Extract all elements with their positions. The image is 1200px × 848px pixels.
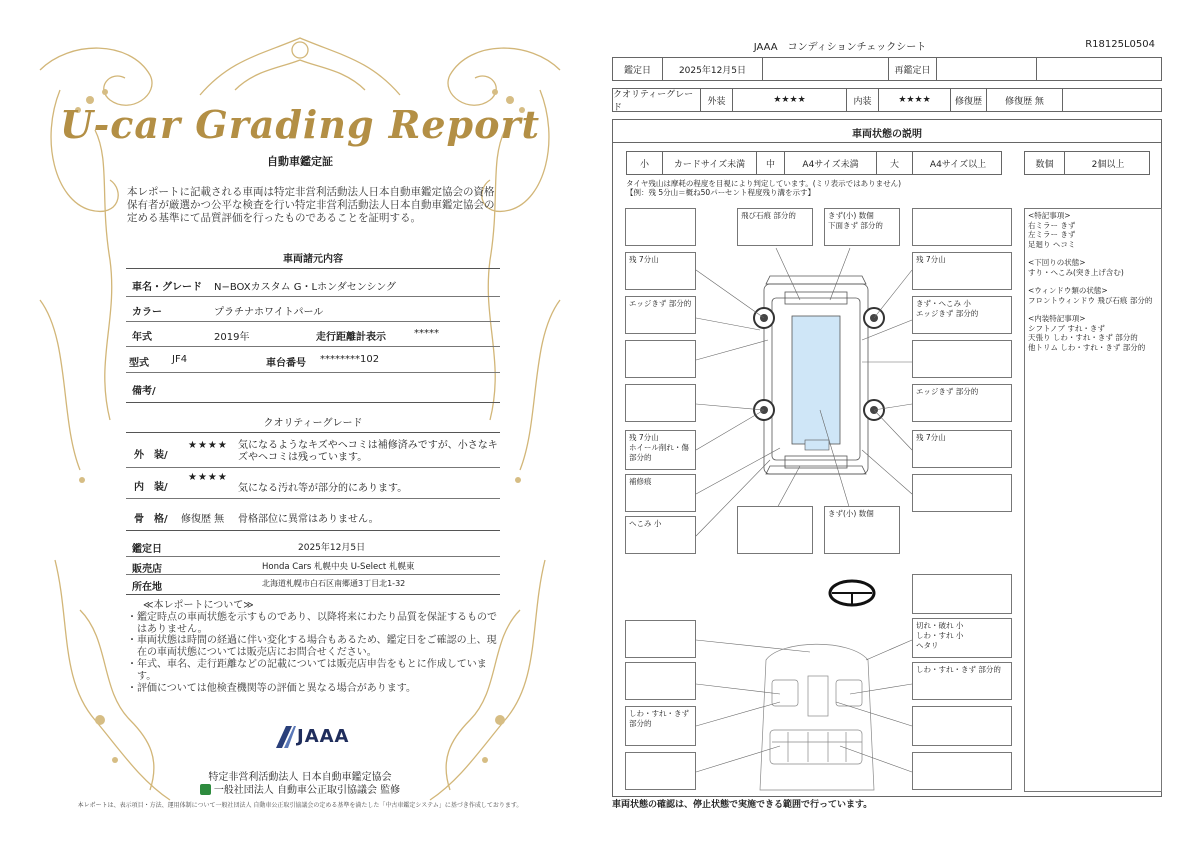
grade-label: クオリティーグレード	[613, 89, 701, 111]
divider	[126, 574, 500, 575]
damage-box: きず(小) 数個	[824, 506, 900, 554]
interior-box: しわ・すれ・きず 部分的	[625, 706, 696, 746]
damage-box: きず・へこみ 小 エッジきず 部分的	[912, 296, 1012, 334]
glass-area	[792, 316, 840, 444]
exterior-label: 外 装/	[134, 450, 168, 461]
damage-box	[625, 340, 696, 378]
supervisor-line	[0, 781, 600, 796]
divider	[126, 296, 500, 297]
reinspect-label: 再鑑定日	[889, 58, 937, 80]
supervisor-badge-icon	[200, 784, 211, 795]
underbody-notes-text: すり・へこみ(突き上げ含む)	[1028, 267, 1124, 277]
color-value: プラチナホワイトパール	[214, 307, 324, 318]
count-label: 数個	[1025, 152, 1065, 174]
date-value: 2025年12月5日	[663, 58, 763, 80]
interior-box	[625, 752, 696, 790]
dealer-value: Honda Cars 札幌中央 U-Select 札幌東	[262, 562, 415, 572]
certificate-title: U-car Grading Report	[59, 102, 541, 147]
interior-comment: 気になる汚れ等が部分的にあります。	[238, 483, 408, 494]
interior-label: 内 装/	[134, 482, 168, 493]
damage-box: 残 7分山	[912, 252, 1012, 290]
damage-box	[625, 384, 696, 422]
damage-box	[912, 340, 1012, 378]
name-value: N−BOXカスタム G・Lホンダセンシング	[214, 282, 397, 293]
interior-box	[912, 706, 1012, 746]
jaaa-logo-text: JAAA	[297, 726, 350, 747]
sheet-title: JAAA コンディションチェックシート	[753, 42, 927, 53]
notes-title: ≪本レポートについて≫	[143, 600, 254, 611]
sheet-footer: 車両状態の確認は、停止状態で実施できる範囲で行っています。	[612, 800, 873, 810]
window-notes-title: <ウィンドウ類の状態>	[1028, 286, 1108, 295]
damage-box: エッジきず 部分的	[625, 296, 696, 334]
interior-box	[912, 574, 1012, 614]
repair-label: 修復歴	[951, 89, 987, 111]
interior-notes-group	[1028, 314, 1158, 352]
exterior-stars: ★★★★	[188, 440, 228, 451]
model-value: JF4	[172, 354, 188, 365]
size-large-label: 大	[877, 152, 913, 174]
note-item: ・評価については他検査機関等の評価と異なる場合があります。	[127, 682, 416, 694]
damage-box	[912, 208, 1012, 246]
report-id: R18125L0504	[1085, 39, 1155, 50]
size-small-desc: カードサイズ未満	[663, 152, 757, 174]
divider	[126, 402, 500, 403]
model-label: 型式	[129, 358, 149, 369]
certificate-subtitle: 自動車鑑定証	[267, 155, 333, 168]
exterior-label: 外装	[701, 89, 733, 111]
desc-heading: 車両状態の説明	[852, 129, 922, 140]
interior-box: 切れ・破れ 小 しわ・すれ 小 へタリ	[912, 618, 1012, 658]
exterior-stars: ★★★★	[733, 89, 847, 111]
divider	[126, 432, 500, 433]
damage-box	[737, 506, 813, 554]
specs-heading: 車両諸元内容	[283, 254, 343, 265]
divider	[126, 268, 500, 269]
window-notes-text: フロントウィンドウ 飛び石痕 部分的	[1028, 295, 1153, 305]
divider	[126, 372, 500, 373]
date-label: 鑑定日	[613, 58, 663, 80]
divider	[126, 530, 500, 531]
divider	[126, 594, 500, 595]
damage-box: 残 7分山	[912, 430, 1012, 468]
interior-notes-text: シフトノブ すれ・きず 天張り しわ・すれ・きず 部分的 他トリム しわ・すれ・きず 部分的	[1028, 323, 1146, 352]
damage-box: 残 7分山	[625, 252, 696, 290]
interior-box	[625, 662, 696, 700]
damage-box: 飛び石痕 部分的	[737, 208, 813, 246]
note-item: ・年式、車名、走行距離などの記載については販売店申告をもとに作成しています。	[127, 658, 487, 682]
grade-heading: クオリティーグレード	[263, 418, 363, 429]
damage-box	[912, 474, 1012, 512]
damage-box: へこみ 小	[625, 516, 696, 554]
divider	[126, 498, 500, 499]
odometer-value: *****	[414, 328, 439, 339]
damage-box: 補修痕	[625, 474, 696, 512]
year-value: 2019年	[214, 332, 250, 343]
size-large-desc: A4サイズ以上	[929, 159, 987, 170]
special-notes-text: 右ミラー きず 左ミラー きず 足廻り ヘコミ	[1028, 220, 1076, 249]
size-mid-label: 中	[757, 152, 785, 174]
divider	[126, 467, 500, 468]
chassis-value: ********102	[320, 354, 380, 365]
interior-box	[912, 752, 1012, 790]
color-label: カラー	[132, 307, 162, 318]
tire-note-line: タイヤ残山は摩耗の程度を目視により判定しています。(ミリ表示ではありません)	[626, 179, 902, 188]
interior-box: しわ・すれ・きず 部分的	[912, 662, 1012, 700]
name-label: 車名・グレード	[132, 282, 202, 293]
frame-value: 修復歴 無	[181, 514, 225, 525]
date-label: 鑑定日	[132, 544, 162, 555]
damage-box	[625, 208, 696, 246]
window-notes-group	[1028, 286, 1158, 305]
report-notes	[125, 600, 497, 694]
divider	[126, 321, 500, 322]
certificate-footnote: 本レポートは、表示項目・方法、運用体制について一般社団法人 自動車公正取引協議会の定める基準を満たした「中古車鑑定システム」に基づき作成しております。	[77, 802, 523, 809]
exterior-comment: 気になるようなキズやヘコミは補修済みですが、小さなキズやヘコミは残っています。	[238, 440, 498, 463]
steering-wheel-icon	[830, 581, 874, 605]
year-label: 年式	[132, 332, 152, 343]
certificate-intro: 本レポートに記載される車両は特定非営利活動法人日本自動車鑑定協会の資格保有者が厳選かつ公平な検査を行い特定非営利活動法人日本自動車鑑定協会の定める基準にて品質評価を行ったものであることを証明する。	[127, 186, 495, 224]
organization-name: 特定非営利活動法人 日本自動車鑑定協会	[208, 772, 392, 783]
note-item: ・車両状態は時間の経過に伴い変化する場合もあるため、鑑定日をご確認の上、現在の車両状態については販売店にお問合せください。	[127, 635, 497, 659]
size-small-label: 小	[627, 152, 663, 174]
odometer-label: 走行距離計表示	[316, 332, 386, 343]
interior-label: 内装	[847, 89, 879, 111]
address-label: 所在地	[132, 582, 162, 593]
repair-value: 修復歴 無	[987, 89, 1063, 111]
condition-check-sheet	[600, 0, 1200, 848]
underbody-notes-title: <下回りの状態>	[1028, 258, 1086, 267]
damage-box: 残 7分山 ホイール削れ・傷 部分的	[625, 430, 696, 470]
frame-label: 骨 格/	[134, 514, 168, 525]
special-notes-panel	[1024, 208, 1162, 792]
frame-comment: 骨格部位に異常はありません。	[238, 514, 379, 525]
date-value: 2025年12月5日	[298, 543, 366, 553]
damage-box: きず(小) 数個 下面きず 部分的	[824, 208, 900, 246]
tire-note-line: 【例：残 5分山＝概ね50パーセント程度残り溝を示す】	[626, 188, 816, 197]
special-notes-title: <特記事項>	[1028, 211, 1071, 220]
interior-stars: ★★★★	[188, 472, 228, 483]
divider	[126, 556, 500, 557]
supervisor-name: 一般社団法人 自動車公正取引協議会 監修	[213, 785, 401, 796]
dealer-label: 販売店	[132, 564, 162, 575]
chassis-label: 車台番号	[266, 358, 306, 369]
special-notes-group	[1028, 211, 1158, 249]
divider	[126, 346, 500, 347]
size-mid-desc: A4サイズ未満	[785, 152, 877, 174]
underbody-notes-group	[1028, 258, 1158, 277]
interior-notes-title: <内装特記事項>	[1028, 314, 1086, 323]
address-value: 北海道札幌市白石区南郷通3丁目北1-32	[262, 579, 406, 588]
damage-box: エッジきず 部分的	[912, 384, 1012, 422]
count-desc: 2個以上	[1091, 159, 1125, 170]
interior-stars: ★★★★	[879, 89, 951, 111]
note-item: ・鑑定時点の車両状態を示すものであり、以降将来にわたり品質を保証するものではありません。	[127, 611, 497, 635]
interior-box	[625, 620, 696, 658]
remarks-label: 備考/	[132, 386, 156, 397]
